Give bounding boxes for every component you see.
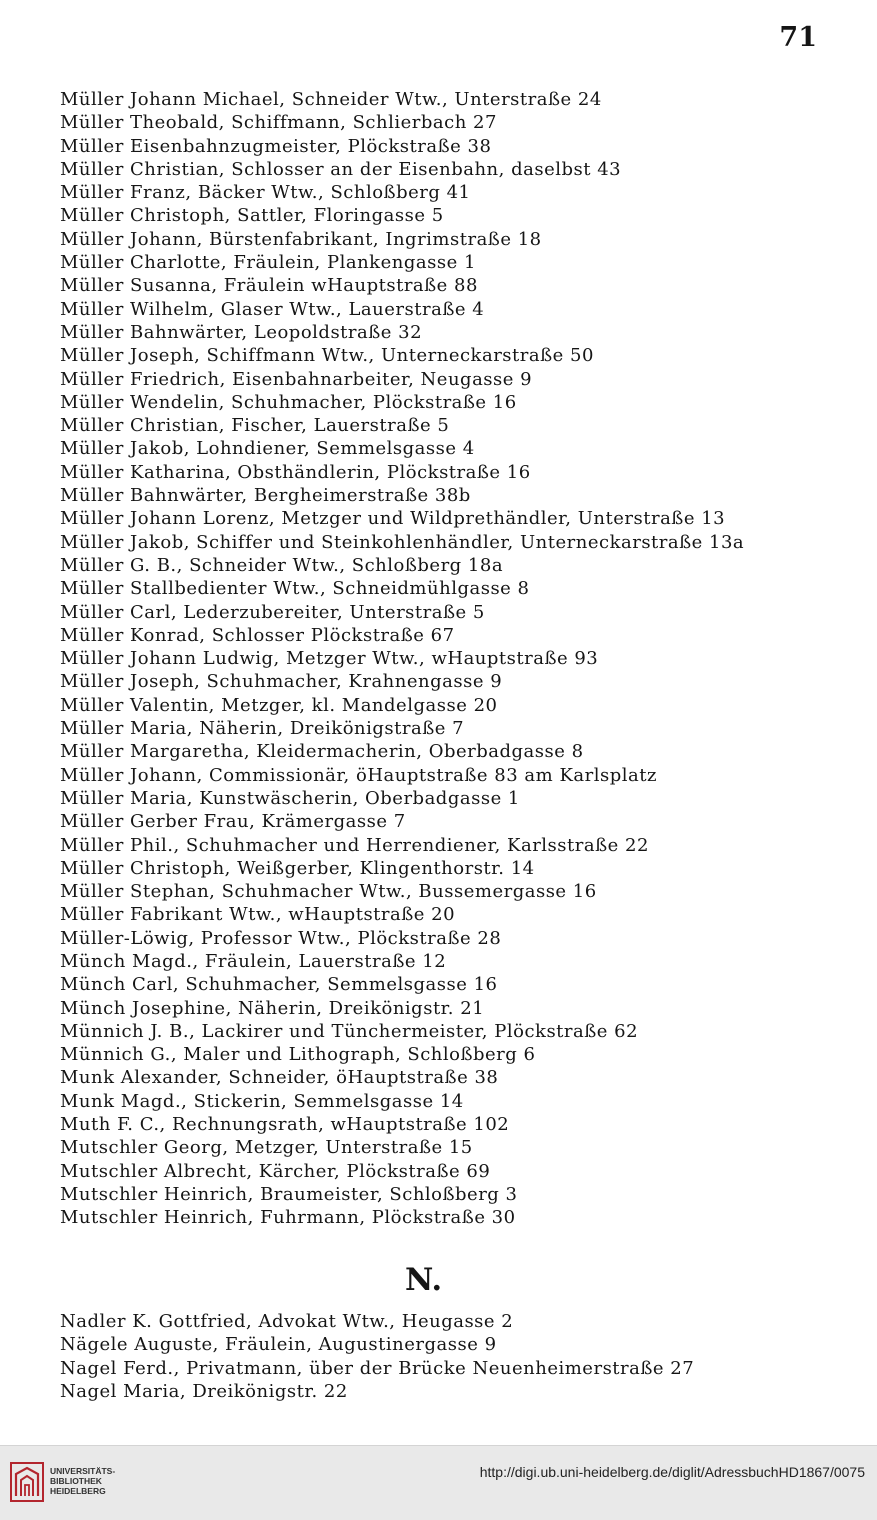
directory-entry: Nagel Ferd., Privatmann, über der Brücke Neuenheimerstraße 27 [60, 1357, 695, 1379]
directory-entry: Müller Johann Michael, Schneider Wtw., Unterstraße 24 [60, 89, 602, 110]
directory-entry: Müller Bahnwärter, Leopoldstraße 32 [60, 321, 423, 343]
directory-entry: Muth F. C., Rechnungsrath, wHauptstraße 102 [60, 1114, 510, 1136]
directory-entry: Müller Friedrich, Eisenbahnarbeiter, Neugasse 9 [60, 368, 533, 390]
directory-entry: Nadler K. Gottfried, Advokat Wtw., Heugasse 2 [60, 1311, 514, 1332]
page-number: 71 [779, 22, 817, 53]
directory-entry: Müller Bahnwärter, Bergheimerstraße 38b [60, 485, 471, 507]
directory-entry: Müller Theobald, Schiffmann, Schlierbach 27 [60, 112, 497, 134]
directory-entry: Müller Stephan, Schuhmacher Wtw., Bussemergasse 16 [60, 881, 597, 903]
entries-list-m [60, 88, 830, 1230]
logo-text [50, 1466, 115, 1496]
directory-entry: Munk Alexander, Schneider, öHauptstraße 38 [60, 1067, 499, 1089]
directory-entry: Müller Eisenbahnzugmeister, Plöckstraße 38 [60, 135, 492, 157]
directory-entry: Müller Christoph, Sattler, Floringasse 5 [60, 205, 444, 227]
directory-entry: Müller Gerber Frau, Krämergasse 7 [60, 811, 406, 833]
directory-entry: Münch Josephine, Näherin, Dreikönigstr. 21 [60, 997, 485, 1019]
directory-entry: Müller G. B., Schneider Wtw., Schloßberg 18a [60, 554, 504, 576]
library-logo[interactable] [10, 1462, 140, 1506]
directory-entry: Müller Carl, Lederzubereiter, Unterstraße 5 [60, 601, 485, 623]
directory-entry: Mutschler Heinrich, Braumeister, Schloßberg 3 [60, 1183, 518, 1205]
directory-entry: Müller Maria, Kunstwäscherin, Oberbadgasse 1 [60, 787, 520, 809]
directory-entry: Müller Phil., Schuhmacher und Herrendiener, Karlsstraße 22 [60, 834, 649, 856]
logo-line-2: BIBLIOTHEK [50, 1476, 102, 1486]
directory-entry: Müller Joseph, Schiffmann Wtw., Unterneckarstraße 50 [60, 345, 594, 367]
directory-entry: Nagel Maria, Dreikönigstr. 22 [60, 1380, 348, 1402]
directory-entry: Müller Valentin, Metzger, kl. Mandelgasse 20 [60, 694, 498, 716]
directory-entry: Müller Maria, Näherin, Dreikönigstraße 7 [60, 718, 465, 740]
directory-entry: Müller Jakob, Lohndiener, Semmelsgasse 4 [60, 438, 475, 460]
directory-entry: Müller Stallbedienter Wtw., Schneidmühlgasse 8 [60, 578, 530, 600]
directory-entry: Müller Jakob, Schiffer und Steinkohlenhändler, Unterneckarstraße 13a [60, 531, 745, 553]
directory-entry: Müller-Löwig, Professor Wtw., Plöckstraße 28 [60, 927, 502, 949]
directory-entry: Müller Johann, Commissionär, öHauptstraße 83 am Karlsplatz [60, 764, 657, 786]
directory-entry: Müller Franz, Bäcker Wtw., Schloßberg 41 [60, 182, 471, 204]
directory-entry: Müller Margaretha, Kleidermacherin, Oberbadgasse 8 [60, 741, 584, 763]
directory-entry: Mutschler Albrecht, Kärcher, Plöckstraße 69 [60, 1160, 491, 1182]
directory-entry: Nägele Auguste, Fräulein, Augustinergasse 9 [60, 1334, 497, 1356]
directory-entry: Mutschler Heinrich, Fuhrmann, Plöckstraße 30 [60, 1207, 516, 1229]
entries-list-n [60, 1310, 830, 1403]
directory-entry: Müller Wendelin, Schuhmacher, Plöckstraße 16 [60, 391, 517, 413]
directory-entry: Müller Johann, Bürstenfabrikant, Ingrimstraße 18 [60, 228, 542, 250]
directory-entry: Münnich J. B., Lackirer und Tünchermeister, Plöckstraße 62 [60, 1020, 639, 1042]
directory-entry: Müller Johann Lorenz, Metzger und Wildprethändler, Unterstraße 13 [60, 508, 726, 530]
section-letter: N. [405, 1262, 443, 1298]
footer-bar [0, 1445, 877, 1520]
directory-entry: Müller Christoph, Weißgerber, Klingenthorstr. 14 [60, 857, 535, 879]
directory-entry: Müller Joseph, Schuhmacher, Krahnengasse 9 [60, 671, 503, 693]
heidelberg-library-logo-icon [10, 1462, 44, 1502]
directory-entry: Müller Christian, Fischer, Lauerstraße 5 [60, 415, 450, 437]
directory-entry: Müller Wilhelm, Glaser Wtw., Lauerstraße 4 [60, 298, 485, 320]
directory-entry: Müller Konrad, Schlosser Plöckstraße 67 [60, 624, 455, 646]
source-url-link[interactable]: http://digi.ub.uni-heidelberg.de/diglit/AdressbuchHD1867/0075 [479, 1464, 865, 1480]
directory-entry: Munk Magd., Stickerin, Semmelsgasse 14 [60, 1090, 464, 1112]
logo-line-3: HEIDELBERG [50, 1486, 106, 1496]
directory-entry: Müller Christian, Schlosser an der Eisenbahn, daselbst 43 [60, 158, 622, 180]
directory-entry: Müller Katharina, Obsthändlerin, Plöckstraße 16 [60, 461, 531, 483]
directory-entry: Müller Susanna, Fräulein wHauptstraße 88 [60, 275, 478, 297]
directory-entry: Müller Johann Ludwig, Metzger Wtw., wHauptstraße 93 [60, 648, 599, 670]
directory-entry: Müller Charlotte, Fräulein, Plankengasse 1 [60, 252, 476, 274]
directory-entry: Münnich G., Maler und Lithograph, Schloßberg 6 [60, 1044, 536, 1066]
directory-entry: Münch Magd., Fräulein, Lauerstraße 12 [60, 950, 447, 972]
directory-entry: Müller Fabrikant Wtw., wHauptstraße 20 [60, 904, 456, 926]
logo-line-1: UNIVERSITÄTS- [50, 1466, 116, 1476]
directory-entry: Mutschler Georg, Metzger, Unterstraße 15 [60, 1137, 473, 1159]
directory-entry: Münch Carl, Schuhmacher, Semmelsgasse 16 [60, 974, 498, 996]
